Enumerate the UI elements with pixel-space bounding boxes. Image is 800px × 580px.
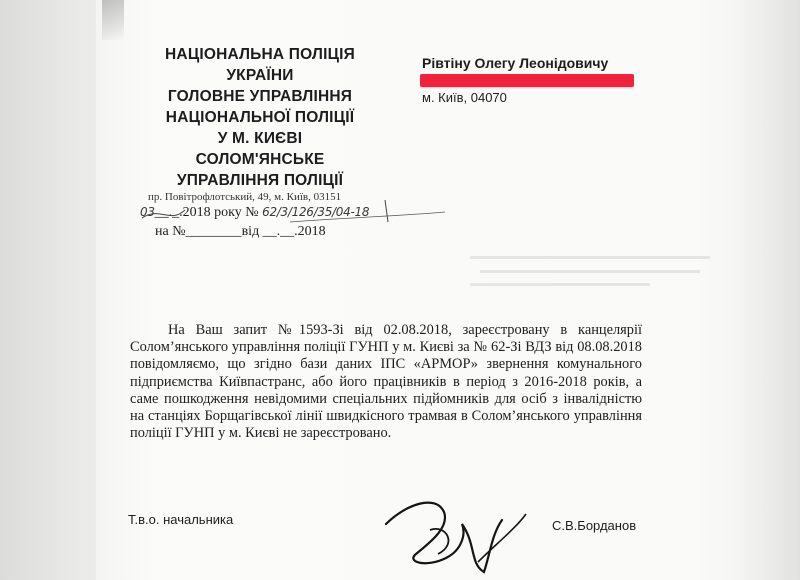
signatory-name: С.В.Борданов xyxy=(552,518,637,533)
letterhead-line: У М. КИЄВІ xyxy=(217,130,303,147)
letterhead xyxy=(140,44,380,191)
recipient-name: Рівтіну Олегу Леонідовичу xyxy=(422,55,609,71)
letterhead-line: СОЛОМ'ЯНСЬКЕ xyxy=(195,151,325,168)
letterhead-line: ГОЛОВНЕ УПРАВЛІННЯ xyxy=(167,88,353,105)
letterhead-line: НАЦІОНАЛЬНА ПОЛІЦІЯ xyxy=(165,46,355,63)
reply-to-line: на №________від __.__.2018 xyxy=(155,224,326,239)
page-fold-shadow xyxy=(102,0,124,40)
signature-image xyxy=(366,484,536,580)
page-edge-shadow xyxy=(730,0,800,580)
date-suffix: _.2018 року № xyxy=(172,205,259,220)
scan-background-left xyxy=(0,0,96,580)
sender-address: пр. Повітрофлотський, 49, м. Київ, 03151 xyxy=(148,191,342,203)
handwritten-day: 03 xyxy=(140,205,155,219)
handwritten-ref-number: 62/3/126/35/04-18 xyxy=(262,205,370,219)
letterhead-line: НАЦІОНАЛЬНОЇ ПОЛІЦІЇ xyxy=(165,109,355,126)
signatory-title: Т.в.о. начальника xyxy=(128,512,234,527)
body-paragraph: На Ваш запит №1593-Зі від 02.08.2018, зареєстровану в канцелярії Солом’янського управління поліції ГУНП у м. Києві за № 62-Зі ВДЗ від 08.08.2018 повідомляємо, що згідно бази даних ІПС «АРМОР» звернення комунального підприємства Київпастранс, або його працівників в період з 2016-2018 років, а саме пошкодження невідомими спеціальних підйомників для осіб з інвалідністю на станціях Борщагівської лінії швидкісного трамвая в Солом’янського управління поліції ГУНП у м. Києві не зареєстровано. xyxy=(130,322,642,442)
redaction-bar xyxy=(420,74,634,87)
recipient-city: м. Київ, 04070 xyxy=(422,90,507,105)
letterhead-line: УКРАЇНИ xyxy=(226,67,294,84)
recipient-block xyxy=(422,54,636,107)
bleed-through-text xyxy=(470,250,720,290)
date-prefix: __. xyxy=(154,205,173,220)
letter-body xyxy=(130,322,642,442)
handwriting-strokes xyxy=(140,196,450,226)
letterhead-line: УПРАВЛІННЯ ПОЛІЦІЇ xyxy=(176,172,344,189)
